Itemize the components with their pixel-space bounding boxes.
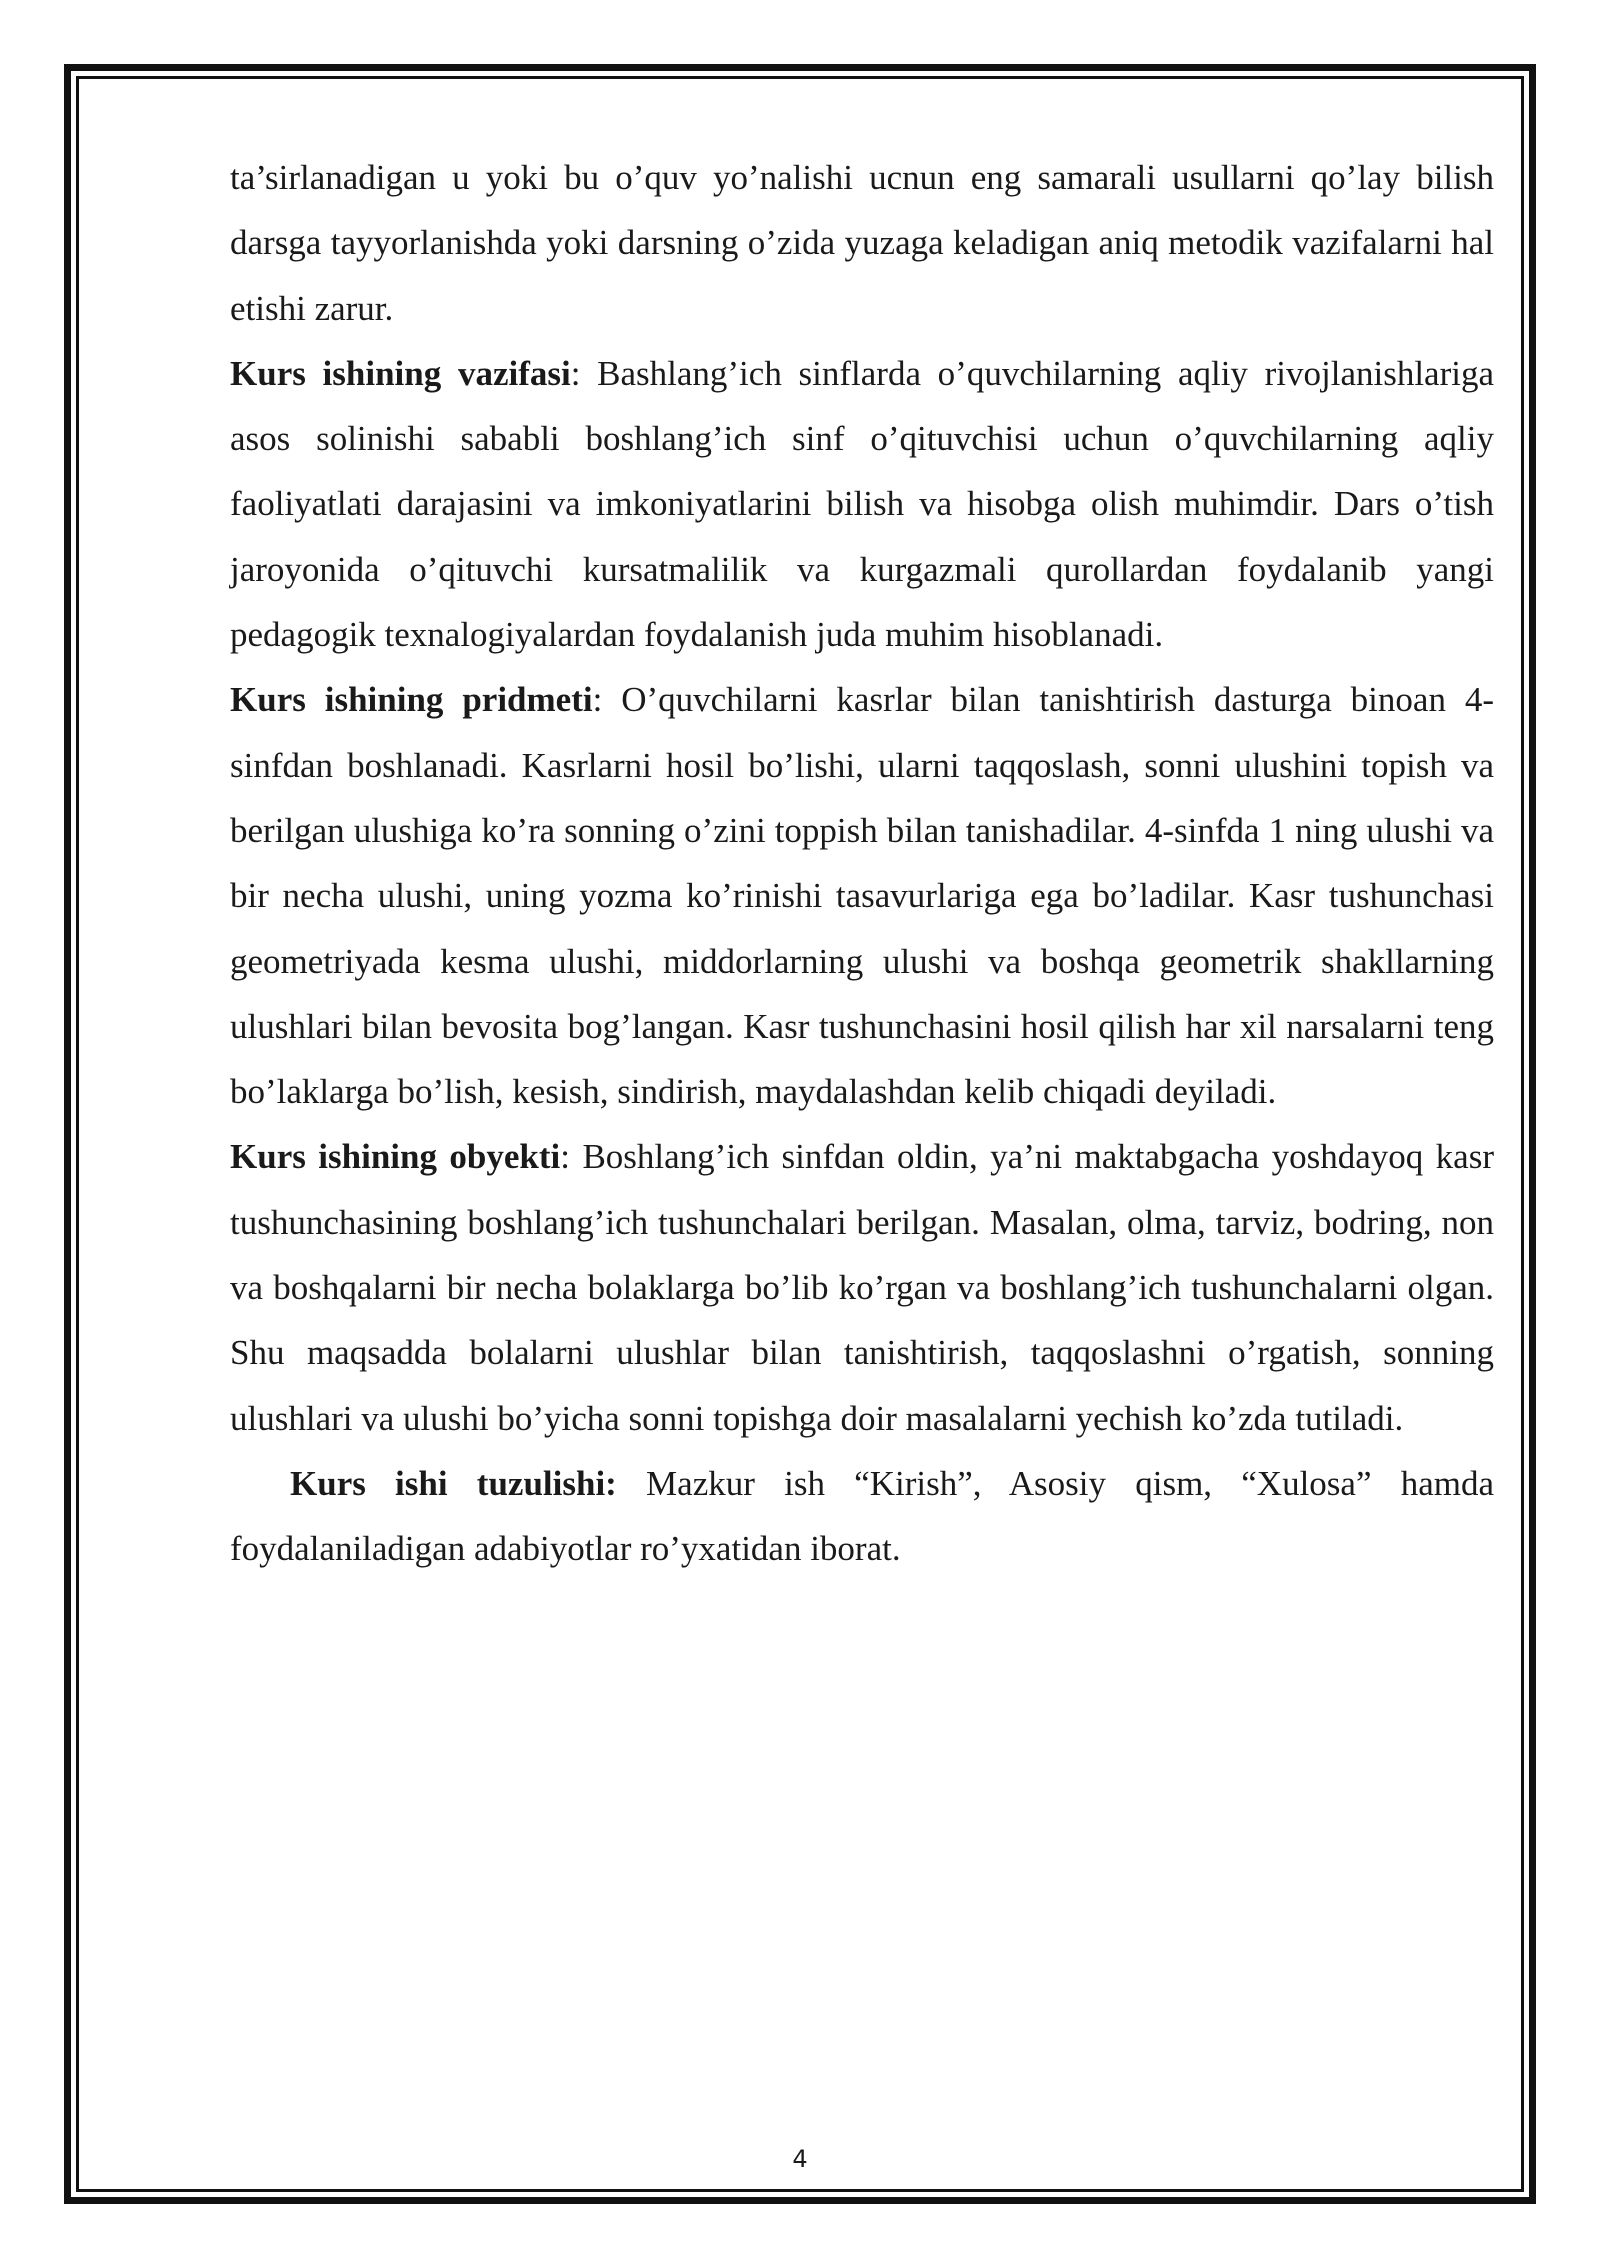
paragraph-pridmeti bbox=[230, 667, 1494, 1124]
section-heading-obyekti: Kurs ishining obyekti bbox=[230, 1137, 561, 1177]
paragraph-text: : O’quvchilarni kasrlar bilan tanishtirish dasturga binoan 4-sinfdan boshlanadi. Kasrlarni hosil bo’lishi, ularni taqqoslash, sonni ulushini topish va berilgan ulushiga ko’ra sonning o’zini toppish bilan tanishadilar. 4-sinfda 1 ning ulushi va bir necha ulushi, uning yozma ko’rinishi tasavurlariga ega bo’ladilar. Kasr tushunchasi geometriyada kesma ulushi, middorlarning ulushi va boshqa geometrik shakllarning ulushlari bilan bevosita bog’langan. Kasr tushunchasini hosil qilish har xil narsalarni teng bo’laklarga bo’lish, kesish, sindirish, maydalashdan kelib chiqadi deyiladi. bbox=[230, 680, 1494, 1112]
page-number: 4 bbox=[792, 2145, 808, 2173]
paragraph-text: Mazkur ish “Kirish”, Asosiy qism, “Xulosa” hamda foydalaniladigan adabiyotlar ro’yxatidan iborat. bbox=[230, 1463, 1494, 1569]
paragraph-text: : Bashlang’ich sinflarda o’quvchilarning aqliy rivojlanishlariga asos solinishi sababli boshlang’ich sinf o’qituvchisi uchun o’quvchilarning aqliy faoliyatlati darajasini va imkoniyatlarini bilish va hisobga olish muhimdir. Dars o’tish jaroyonida o’qituvchi kursatmalilik va kurgazmali qurollardan foydalanib yangi pedagogik texnalogiyalardan foydalanish juda muhim hisoblanadi. bbox=[230, 353, 1495, 655]
section-heading-tuzulishi: Kurs ishi tuzulishi: bbox=[290, 1463, 617, 1503]
paragraph-text: ta’sirlanadigan u yoki bu o’quv yo’nalishi ucnun eng samarali usullarni qo’lay bilish darsga tayyorlanishda yoki darsning o’zida yuzaga keladigan aniq metodik vazifalarni hal etishi zarur. bbox=[230, 158, 1494, 328]
paragraph-vazifasi bbox=[230, 341, 1494, 667]
paragraph-text: : Boshlang’ich sinfdan oldin, ya’ni maktabgacha yoshdayoq kasr tushunchasining boshlang’ich tushunchalari berilgan. Masalan, olma, tarviz, bodring, non va boshqalarni bir necha bolaklarga bo’lib ko’rgan va boshlang’ich tushunchalarni olgan. Shu maqsadda bolalarni ulushlar bilan tanishtirish, taqqoslashni o’rgatish, sonning ulushlari va ulushi bo’yicha sonni topishga doir masalalarni yechish ko’zda tutiladi. bbox=[230, 1137, 1494, 1438]
paragraph-intro bbox=[230, 145, 1494, 341]
section-heading-pridmeti: Kurs ishining pridmeti bbox=[230, 680, 593, 720]
section-heading-vazifasi: Kurs ishining vazifasi bbox=[230, 353, 571, 393]
paragraph-obyekti bbox=[230, 1124, 1494, 1450]
paragraph-tuzulishi bbox=[230, 1451, 1494, 1582]
document-body bbox=[230, 145, 1494, 1582]
